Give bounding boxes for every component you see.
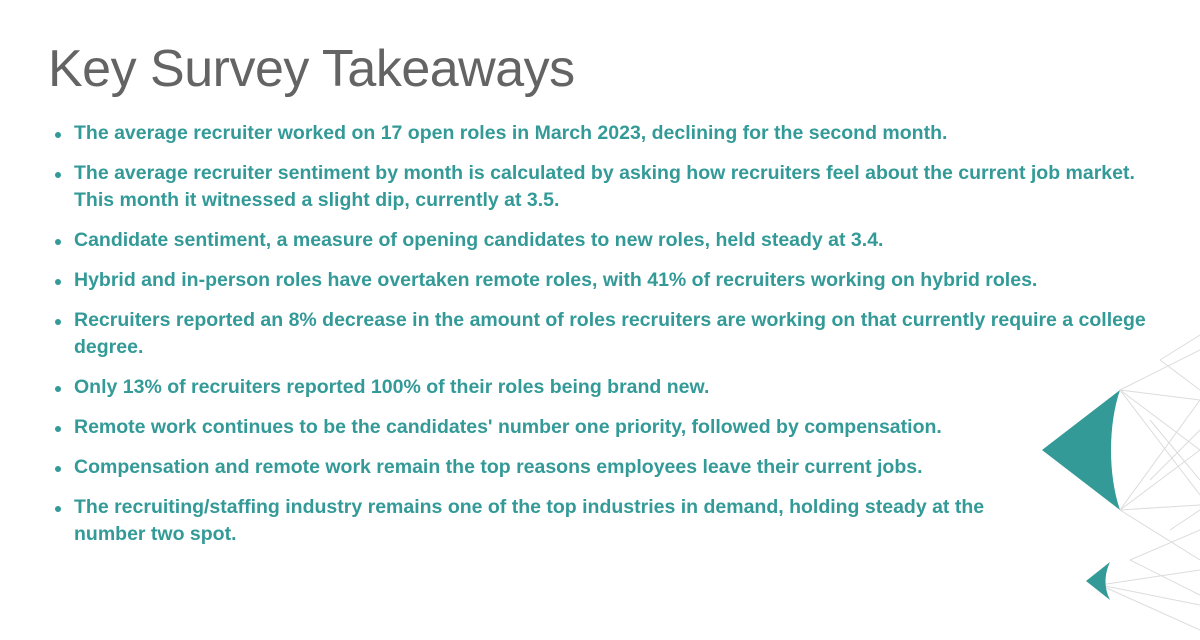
slide-title: Key Survey Takeaways: [48, 40, 575, 98]
small-teal-arrow-icon: [1086, 562, 1110, 600]
takeaway-item: Remote work continues to be the candidates' number one priority, followed by compensation.: [52, 414, 1147, 441]
takeaway-item: Only 13% of recruiters reported 100% of their roles being brand new.: [52, 374, 1147, 401]
takeaway-item: Compensation and remote work remain the top reasons employees leave their current jobs.: [52, 454, 1147, 481]
large-teal-arrow-icon: [1042, 390, 1120, 510]
takeaway-item: Candidate sentiment, a measure of opening candidates to new roles, held steady at 3.4.: [52, 227, 1147, 254]
takeaways-list: [52, 120, 1147, 561]
decor-line-network: [1100, 335, 1200, 630]
takeaway-item: The recruiting/staffing industry remains one of the top industries in demand, holding steady at the number two spot.: [52, 494, 1034, 548]
takeaway-item: Recruiters reported an 8% decrease in the amount of roles recruiters are working on that currently require a college degree.: [52, 307, 1147, 361]
takeaway-item: Hybrid and in-person roles have overtaken remote roles, with 41% of recruiters working on hybrid roles.: [52, 267, 1147, 294]
geometric-arrows-decoration: [1030, 330, 1200, 640]
takeaway-item: The average recruiter sentiment by month is calculated by asking how recruiters feel about the current job market. This month it witnessed a slight dip, currently at 3.5.: [52, 160, 1147, 214]
takeaway-item: The average recruiter worked on 17 open roles in March 2023, declining for the second month.: [52, 120, 1147, 147]
